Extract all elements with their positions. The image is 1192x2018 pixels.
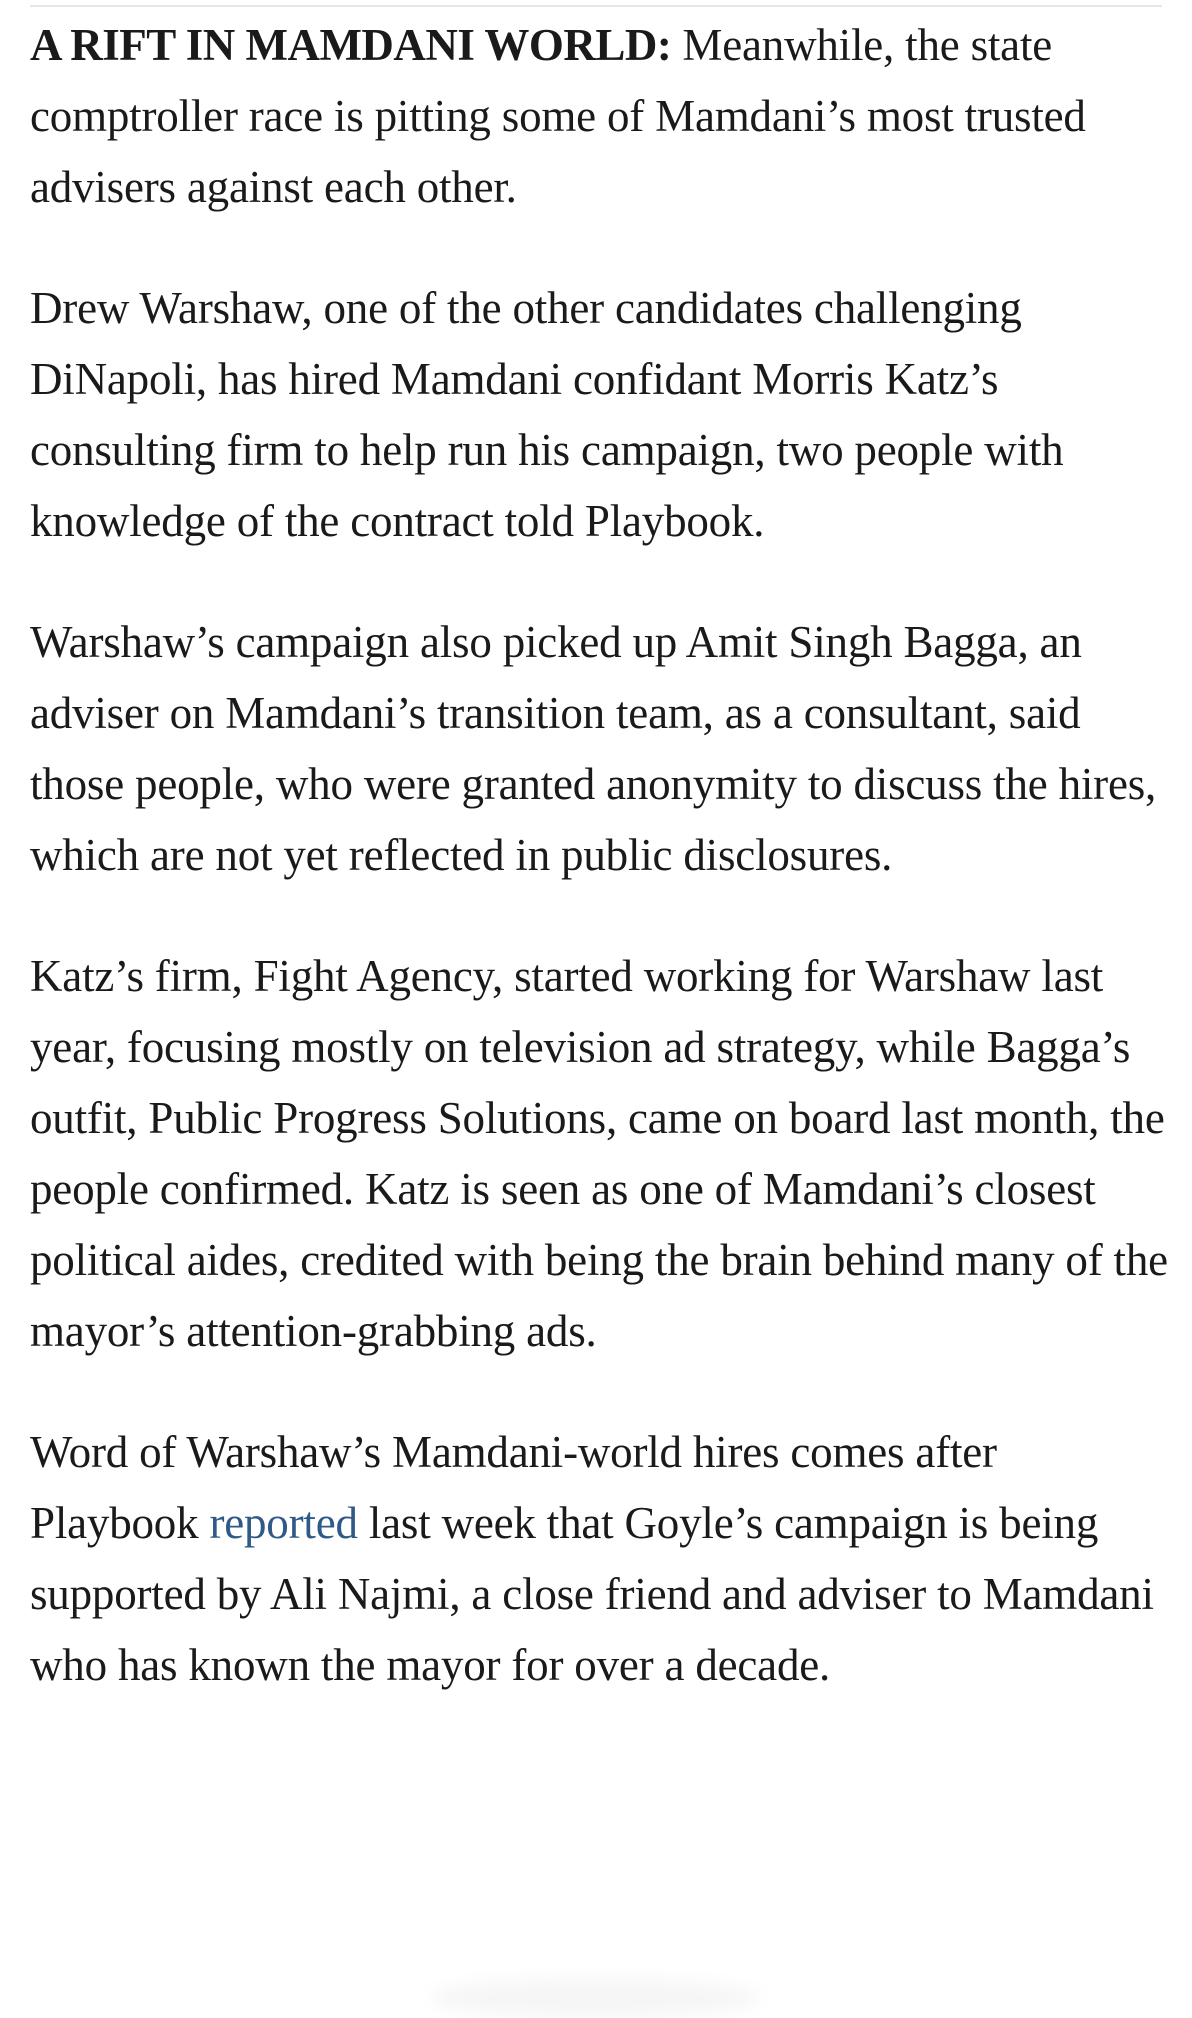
paragraph-warshaw-hire: Drew Warshaw, one of the other candidates challenging DiNapoli, has hired Mamdani confidant Morris Katz’s consulting firm to help run his campaign, two people with knowledge of the contract told Playbook. bbox=[30, 283, 1064, 546]
paragraph-goyle-after: last week that Goyle’s campaign is being supported by Ali Najmi, a close friend and adviser to Mamdani who has known the mayor for over a decade. bbox=[30, 1498, 1154, 1690]
section-lead-heading: A RIFT IN MAMDANI WORLD: bbox=[30, 20, 672, 70]
bottom-overlay-shadow bbox=[430, 1978, 760, 2018]
paragraph-goyle-before: Word of Warshaw’s Mamdani-world hires comes after Playbook bbox=[30, 1427, 997, 1548]
top-divider bbox=[30, 5, 1162, 7]
reported-link[interactable]: reported bbox=[209, 1498, 358, 1548]
paragraph-bagga: Warshaw’s campaign also picked up Amit Singh Bagga, an adviser on Mamdani’s transition team, as a consultant, said those people, who were granted anonymity to discuss the hires, which are not yet reflected in public disclosures. bbox=[30, 617, 1157, 880]
article-body bbox=[30, 10, 1170, 1701]
paragraph-rift bbox=[30, 10, 1170, 223]
paragraph-katz-firm: Katz’s firm, Fight Agency, started working for Warshaw last year, focusing mostly on television ad strategy, while Bagga’s outfit, Public Progress Solutions, came on board last month, the people confirmed. Katz is seen as one of Mamdani’s closest political aides, credited with being the brain behind many of the mayor’s attention-grabbing ads. bbox=[30, 951, 1168, 1356]
paragraph-rift-text: Meanwhile, the state comptroller race is pitting some of Mamdani’s most trusted advisers against each other. bbox=[30, 20, 1086, 212]
paragraph-goyle bbox=[30, 1417, 1170, 1701]
